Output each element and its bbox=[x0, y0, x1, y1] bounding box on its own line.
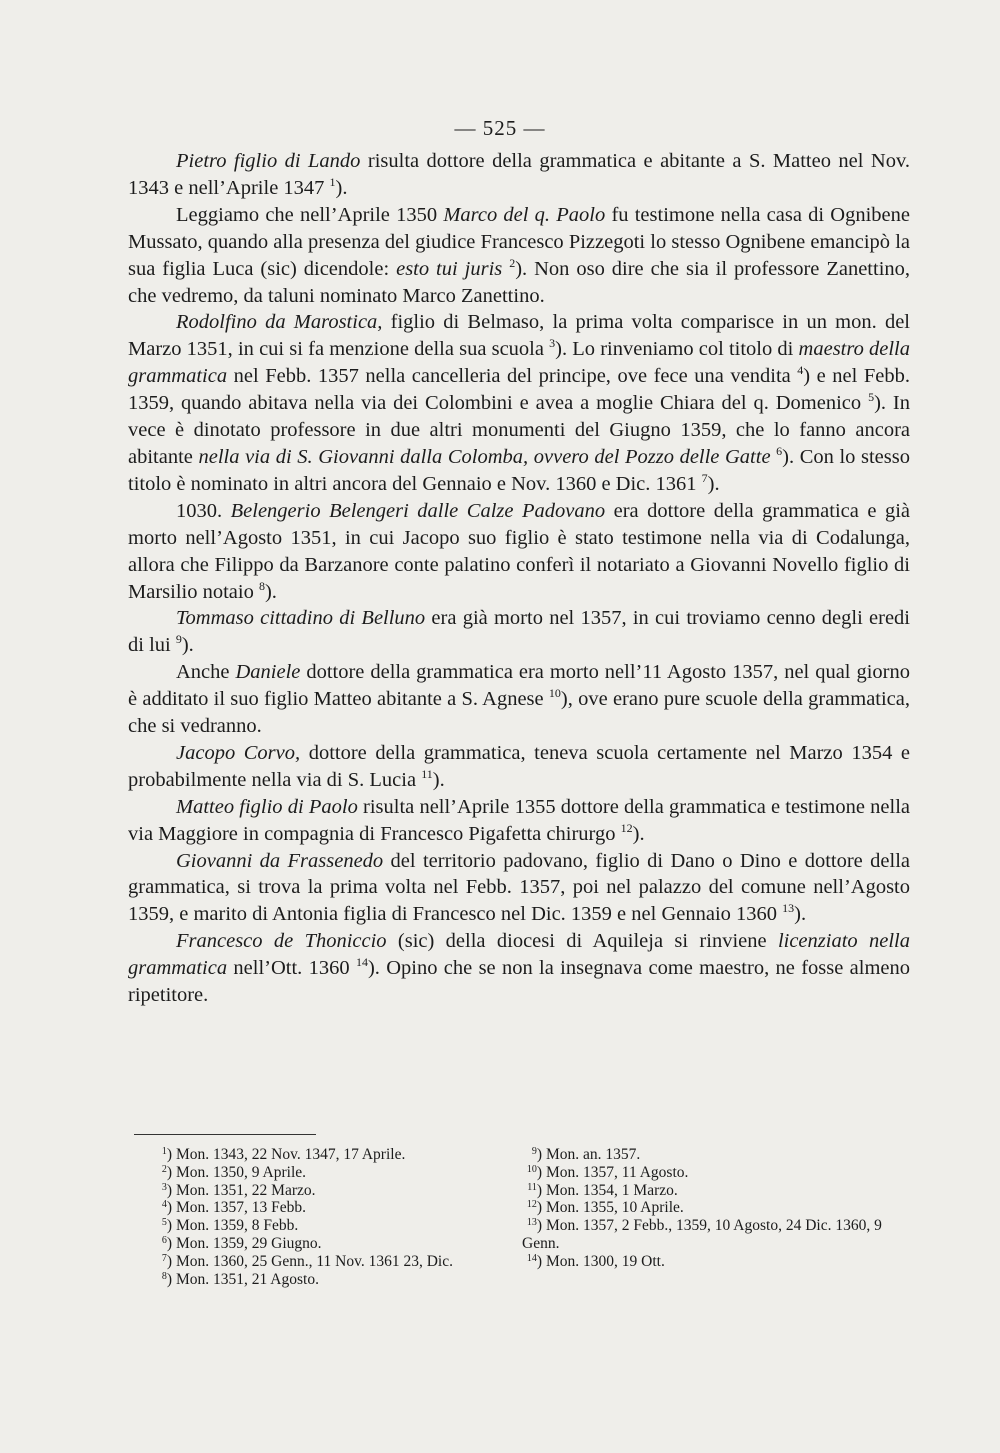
footnote-ref: 14 bbox=[355, 955, 368, 970]
text-run: ). bbox=[432, 768, 445, 791]
footnote-ref: 2 bbox=[509, 255, 516, 270]
italic-text: Belengerio Belengeri dalle Calze Padovano bbox=[230, 499, 606, 522]
footnote-number-sup: 1 bbox=[161, 1146, 167, 1157]
footnote-text: Mon. 1343, 22 Nov. 1347, 17 Aprile. bbox=[176, 1146, 406, 1163]
footnote bbox=[522, 1253, 912, 1271]
footnote-number-sup: 5 bbox=[161, 1217, 167, 1229]
italic-text: Jacopo Corvo, bbox=[176, 741, 301, 764]
footnote-text: Mon. 1351, 22 Marzo. bbox=[176, 1181, 316, 1199]
footnote bbox=[152, 1253, 492, 1271]
paragraph bbox=[128, 605, 910, 659]
text-run: ). bbox=[794, 903, 807, 926]
footnote-number-sup: 12 bbox=[526, 1199, 537, 1211]
text-run: fu testimone nella casa di Ognibene Mussato, quando alla presenza del giudice Francesco Pizzegoti lo stesso Ognibene emancipò la sua figlia Luca (sic) dicendole: bbox=[128, 203, 911, 280]
italic-text: Tommaso cittadino di Belluno bbox=[176, 607, 426, 630]
text-run: dottore della grammatica, teneva scuola certamente nel Marzo 1354 e probabilmente nella via di S. Lucia bbox=[128, 741, 910, 791]
footnote bbox=[152, 1146, 492, 1164]
text-run: (sic) della diocesi di Aquileja si rinviene bbox=[386, 930, 778, 953]
paragraph bbox=[128, 928, 910, 1009]
footnote-text: Mon. 1359, 8 Febb. bbox=[176, 1217, 299, 1235]
footnote-number: $^3$) bbox=[161, 1181, 172, 1199]
italic-text: Pietro figlio di Lando bbox=[176, 150, 361, 172]
footnote-number: $^1$) bbox=[161, 1146, 172, 1163]
text-run: risulta dottore della grammatica e abitante a S. Matteo nel Nov. 1343 e nell’Aprile 1347 bbox=[128, 150, 911, 199]
footnote bbox=[522, 1182, 912, 1200]
footnote-number: $^{10}$) bbox=[526, 1163, 542, 1181]
footnote-ref: 7 bbox=[701, 470, 708, 485]
italic-text: Giovanni da Frassenedo bbox=[176, 849, 384, 872]
paragraph bbox=[128, 659, 910, 740]
text-run: ). bbox=[632, 822, 645, 845]
footnote-number-sup: 2 bbox=[161, 1163, 167, 1175]
footnote-number-sup: 11 bbox=[527, 1181, 537, 1193]
page-number: — 525 — bbox=[454, 116, 546, 140]
italic-text: licenziato nella grammatica bbox=[128, 930, 910, 980]
footnote-number: $^7$) bbox=[161, 1252, 172, 1270]
footnote bbox=[152, 1182, 492, 1200]
footnote bbox=[152, 1164, 492, 1182]
footnote-number: $^4$) bbox=[161, 1199, 172, 1217]
italic-text: Marco del q. Paolo bbox=[443, 203, 606, 226]
footnote bbox=[152, 1271, 492, 1289]
italic-text: nella via di S. Giovanni dalla Colomba, ovvero del Pozzo delle Gatte bbox=[198, 445, 771, 468]
footnote-number-sup: 6 bbox=[161, 1234, 167, 1246]
footnote-number-sup: 7 bbox=[161, 1252, 167, 1264]
text-run: dottore della grammatica era morto nell’11 Agosto 1357, nel qual giorno è additato il suo figlio Matteo abitante a S. Agnese bbox=[128, 661, 910, 711]
text-run: 1030. bbox=[176, 499, 231, 522]
footnote-number: $^8$) bbox=[161, 1270, 172, 1288]
text-run: ). bbox=[181, 634, 194, 657]
paragraph bbox=[128, 794, 910, 848]
text-run: ), ove erano pure scuole della grammatica, che si vedranno. bbox=[128, 688, 911, 738]
footnote-ref: 3 bbox=[549, 336, 556, 351]
footnote bbox=[522, 1217, 912, 1253]
footnote-text: Mon. 1355, 10 Aprile. bbox=[546, 1199, 684, 1217]
text-run: era dottore della grammatica e già morto nell’Agosto 1351, in cui Jacopo suo figlio è stato testimone nella via di Codalunga, allora che Filippo da Barzanore conte palatino conferì il notariato a Giovanni Novello figlio di Marsilio notaio bbox=[128, 499, 911, 603]
footnote-text: Mon. 1351, 21 Agosto. bbox=[176, 1270, 319, 1288]
text-run: ). bbox=[335, 176, 348, 199]
text-run: nell’Ott. 1360 bbox=[227, 957, 356, 980]
text-run: ) e nel Febb. 1359, quando abitava nella via dei Colombini e avea a moglie Chiara del q. Domenico bbox=[128, 365, 910, 415]
footnote-ref: 1 bbox=[329, 174, 336, 189]
footnote-text: Mon. 1350, 9 Aprile. bbox=[176, 1163, 307, 1181]
paragraph bbox=[128, 148, 910, 202]
footnote bbox=[522, 1199, 912, 1217]
footnote-number-sup: 8 bbox=[161, 1270, 167, 1282]
footnote-number-sup: 13 bbox=[526, 1217, 537, 1229]
text-run: del territorio padovano, figlio di Dano o Dino e dottore della grammatica, si trova la prima volta nel Febb. 1357, poi nel palazzo del comune nell’Agosto 1359, e marito di Antonia figlia di Francesco nel Dic. 1359 e nel Gennaio 1360 bbox=[128, 849, 910, 926]
footnote-number: $^{14}$) bbox=[526, 1252, 542, 1270]
footnote-number: $^6$) bbox=[161, 1234, 172, 1252]
footnote-ref: 8 bbox=[258, 578, 265, 593]
footnote-number: $^{13}$) bbox=[526, 1217, 542, 1235]
footnote-number-sup: 10 bbox=[526, 1163, 537, 1175]
text-run: Anche bbox=[176, 661, 236, 684]
footnote-text: Mon. 1357, 13 Febb. bbox=[176, 1199, 307, 1217]
footnote-number-sup: 3 bbox=[161, 1181, 167, 1193]
footnote-text: Mon. 1357, 2 Febb., 1359, 10 Agosto, 24 Dic. 1360, 9 Genn. bbox=[522, 1217, 882, 1252]
footnote-ref: 9 bbox=[175, 632, 182, 647]
footnote-ref: 4 bbox=[797, 363, 804, 378]
footnote bbox=[522, 1146, 912, 1164]
footnote-text: Mon. 1354, 1 Marzo. bbox=[546, 1181, 678, 1199]
text-run: ). bbox=[264, 580, 277, 603]
italic-text: maestro della grammatica bbox=[128, 338, 911, 388]
footnote-ref: 11 bbox=[421, 766, 433, 781]
text-run: nel Febb. 1357 nella cancelleria del principe, ove fece una vendita bbox=[227, 365, 798, 388]
text-run: Leggiamo che nell’Aprile 1350 bbox=[176, 203, 444, 226]
footnote-ref: 10 bbox=[548, 686, 561, 701]
text-run: era già morto nel 1357, in cui troviamo cenno degli eredi di lui bbox=[128, 607, 910, 657]
footnote-ref: 13 bbox=[782, 901, 795, 916]
footnote-number: $^{11}$) bbox=[527, 1181, 542, 1199]
italic-text: Daniele bbox=[235, 661, 301, 684]
footnote bbox=[152, 1199, 492, 1217]
footnote-text: Mon. 1359, 29 Giugno. bbox=[176, 1234, 322, 1252]
text-run: ). In vece è dinotato professore in due altri monumenti del Giugno 1359, che lo fanno ancora abitante bbox=[128, 392, 910, 468]
footnote-ref: 12 bbox=[620, 820, 633, 835]
text-run: ). Non oso dire che sia il professore Zanettino, che vedremo, da taluni nominato Marco Zanettino. bbox=[128, 257, 911, 307]
paragraph bbox=[128, 498, 910, 606]
text-run: ). Opino che se non la insegnava come maestro, ne fosse almeno ripetitore. bbox=[128, 957, 910, 1007]
italic-text: Francesco de Thoniccio bbox=[176, 930, 387, 953]
footnote-ref: 6 bbox=[776, 443, 783, 458]
paragraph bbox=[128, 202, 910, 310]
italic-text: Matteo figlio di Paolo bbox=[176, 795, 358, 818]
footnote-number-sup: 14 bbox=[526, 1252, 537, 1264]
footnote-number: $^5$) bbox=[161, 1217, 172, 1235]
footnote-text: Mon. 1300, 19 Ott. bbox=[546, 1252, 665, 1270]
paragraph bbox=[128, 848, 910, 929]
paragraph bbox=[128, 740, 910, 794]
footnotes-right-column bbox=[522, 1146, 912, 1271]
footnotes-left-column bbox=[152, 1146, 492, 1288]
footnote-text: Mon. 1360, 25 Genn., 11 Nov. 1361 23, Dic. bbox=[176, 1252, 453, 1270]
text-run: ). Lo rinveniamo col titolo di bbox=[555, 338, 799, 361]
italic-text: esto tui juris bbox=[396, 257, 503, 280]
text-run: ). Con lo stesso titolo è nominato in altri ancora del Gennaio e Nov. 1360 e Dic. 1361 bbox=[128, 445, 910, 495]
footnote bbox=[152, 1217, 492, 1235]
footnote-text: Mon. 1357, 11 Agosto. bbox=[546, 1163, 689, 1181]
footnote-number-sup: 9 bbox=[531, 1146, 537, 1157]
body-text bbox=[128, 148, 910, 1009]
text-run: figlio di Belmaso, la prima volta comparisce in un mon. del Marzo 1351, in cui si fa menzione della sua scuola bbox=[128, 311, 910, 361]
footnote-number-sup: 4 bbox=[161, 1199, 167, 1211]
text-run: ). bbox=[707, 472, 720, 495]
text-run: risulta nell’Aprile 1355 dottore della grammatica e testimone nella via Maggiore in compagnia di Francesco Pigafetta chirurgo bbox=[128, 795, 910, 845]
footnote-separator bbox=[134, 1134, 316, 1135]
footnote bbox=[152, 1235, 492, 1253]
footnote bbox=[522, 1164, 912, 1182]
footnote-ref: 5 bbox=[868, 390, 875, 405]
footnote-number: $^9$) bbox=[531, 1146, 542, 1163]
italic-text: Rodolfino da Marostica, bbox=[176, 311, 383, 334]
footnote-text: Mon. an. 1357. bbox=[546, 1146, 641, 1163]
paragraph bbox=[128, 309, 910, 497]
footnote-number: $^{12}$) bbox=[526, 1199, 542, 1217]
footnote-number: $^2$) bbox=[161, 1163, 172, 1181]
